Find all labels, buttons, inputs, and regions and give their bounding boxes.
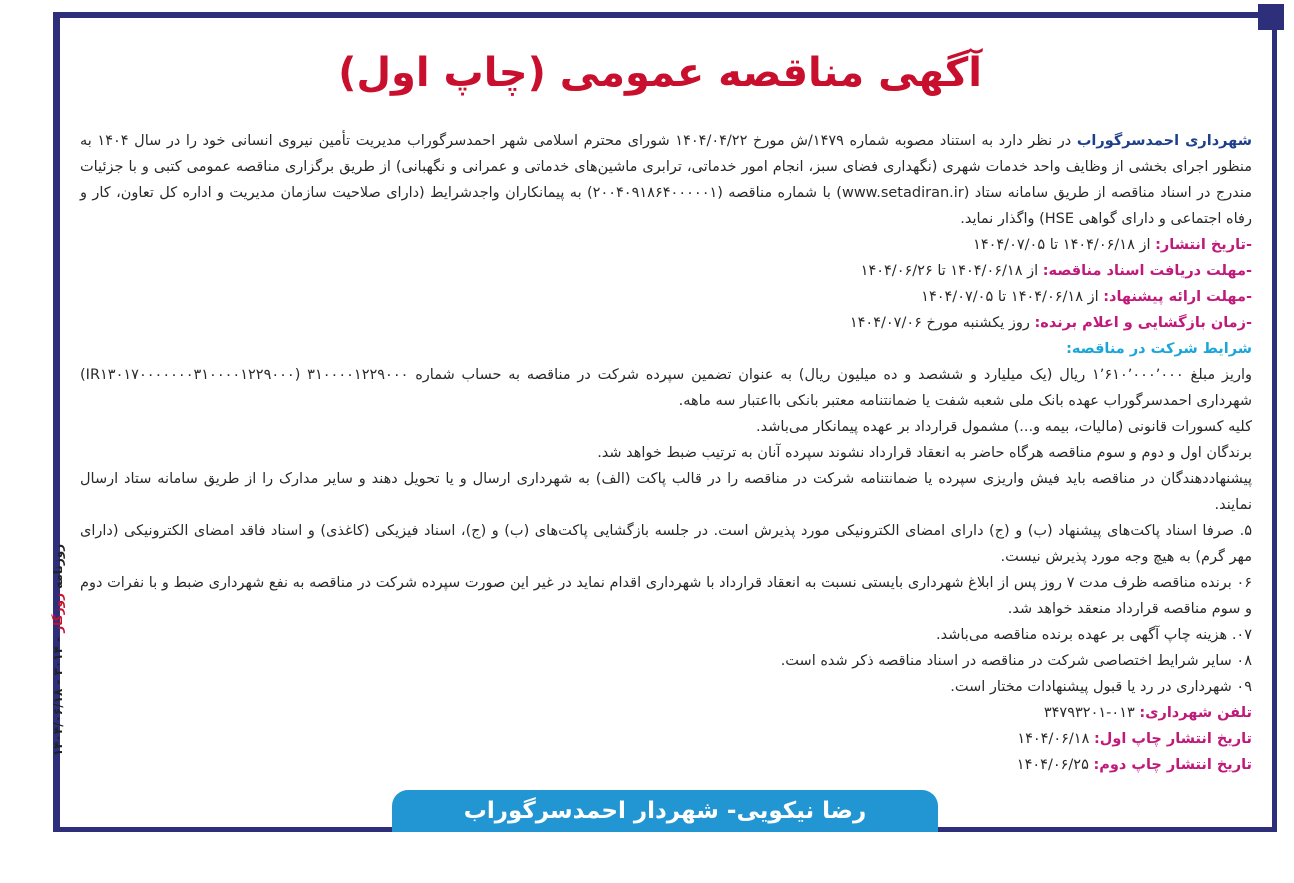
date-value: از ۱۴۰۴/۰۶/۱۸ تا ۱۴۰۴/۰۷/۰۵: [973, 237, 1156, 253]
contact-phone: [80, 700, 1252, 726]
newspaper-prefix: روزنامه: [51, 543, 65, 594]
condition-item: کلیه کسورات قانونی (مالیات، بیمه و...) مشمول قرارداد بر عهده پیمانکار می‌باشد.: [756, 419, 1252, 435]
municipality-name: شهرداری احمدسرگوراب: [1076, 133, 1253, 149]
date-label: -مهلت دریافت اسناد مناقصه:: [1042, 263, 1252, 279]
condition-item: ۰۹ شهرداری در رد یا قبول پیشنهادات مختار است.: [950, 679, 1252, 695]
contact-label: تاریخ انتشار چاپ اول:: [1094, 731, 1252, 747]
newspaper-name: روزگار: [51, 593, 65, 633]
contact-value: ۱۴۰۴/۰۶/۲۵: [1016, 757, 1094, 773]
condition-item: ۰۷. هزینه چاپ آگهی بر عهده برنده مناقصه می‌باشد.: [936, 627, 1252, 643]
date-value: از ۱۴۰۴/۰۶/۱۸ تا ۱۴۰۴/۰۷/۰۵: [921, 289, 1104, 305]
date-value: روز یکشنبه مورخ ۱۴۰۴/۰۷/۰۶: [849, 315, 1035, 331]
intro-text-part1: در نظر دارد به استناد مصوبه شماره ۱۴۷۹/ش مورخ ۱۴۰۴/۰۴/۲۲ شورای محترم اسلامی شهر احمدسرگوراب مدیریت تأمین نیروی انسانی خود را در سال ۱۴۰۴ به منظور اجرای بخشی از وظایف واحد خدمات شهری (نگهداری فضای سبز، انجام امور خدماتی، ترابری ماشین‌های خدماتی و عمرانی و نگهبانی) از طریق برگزاری مناقصه عمومی کتبی و با جزئیات مندرج در اسناد مناقصه از طریق سامانه ستاد (: [80, 133, 1252, 201]
second-print-date: [80, 752, 1252, 778]
first-print-date: [80, 726, 1252, 752]
conditions-heading: شرایط شرکت در مناقصه:: [1066, 341, 1252, 357]
contact-value: ۰۱۳-۳۴۷۹۳۲۰۱: [1043, 705, 1140, 721]
date-line-opening: [80, 310, 1252, 336]
newspaper-credit: [51, 544, 65, 756]
date-line-documents: [80, 258, 1252, 284]
condition-item: پیشنهاددهندگان در مناقصه باید فیش واریزی سپرده یا ضمانتنامه شرکت در مناقصه را در قالب پاکت (الف) به شهرداری ارسال و یا تحویل دهند و سایر مدارک را از طریق سامانه ستاد ارسال نمایند.: [80, 471, 1252, 513]
date-line-publication: [80, 232, 1252, 258]
date-label: -مهلت ارائه پیشنهاد:: [1103, 289, 1252, 305]
condition-item: ۰۶ برنده مناقصه ظرف مدت ۷ روز پس از ابلاغ شهرداری بایستی نسبت به انعقاد قرارداد با شهرداری اقدام نماید در غیر این صورت سپرده شرکت در مناقصه به نفع شهرداری ضبط و با نفرات دوم و سوم مناقصه قرارداد منعقد خواهد شد.: [80, 575, 1253, 617]
ad-body: [80, 128, 1252, 778]
intro-paragraph: [80, 128, 1252, 232]
date-value: از ۱۴۰۴/۰۶/۱۸ تا ۱۴۰۴/۰۶/۲۶: [860, 263, 1043, 279]
contact-label: تلفن شهرداری:: [1139, 705, 1252, 721]
contact-value: ۱۴۰۴/۰۶/۱۸: [1017, 731, 1094, 747]
condition-item: واریز مبلغ ۱٬۶۱۰٬۰۰۰٬۰۰۰ ریال (یک میلیارد و ششصد و ده میلیون ریال) به عنوان تضمین سپرده شرکت در مناقصه به حساب شماره ۳۱۰۰۰۰۱۲۲۹۰۰۰ (IR۱۳۰۱۷۰۰۰۰۰۰۰۳۱۰۰۰۰۱۲۲۹۰۰۰) شهرداری احمدسرگوراب عهده بانک ملی شعبه شفت یا ضمانتنامه معتبر بانکی بااعتبار سه ماهه.: [80, 367, 1252, 409]
mayor-signature-banner: رضا نیکویی- شهردار احمدسرگوراب: [392, 790, 938, 832]
date-line-proposal: [80, 284, 1252, 310]
page-title: آگهی مناقصه عمومی (چاپ اول): [338, 50, 982, 96]
condition-item: برندگان اول و دوم و سوم مناقصه هرگاه حاضر به انعقاد قرارداد نشوند سپرده آنان به ترتیب ضبط خواهد شد.: [597, 445, 1252, 461]
contact-label: تاریخ انتشار چاپ دوم:: [1093, 757, 1252, 773]
date-label: -تاریخ انتشار:: [1155, 237, 1252, 253]
intro-text-part2: ) با شماره مناقصه (۲۰۰۴۰۹۱۸۶۴۰۰۰۰۰۱) به پیمانکاران واجدشرایط (دارای صلاحیت سازمان مدیریت و اداره کل تعاون، کار و رفاه اجتماعی و دارای گواهی HSE) واگذار نماید.: [80, 185, 1252, 227]
newspaper-issue: - ۳۰۱۴ - ۱۴۰۴/۰۶/۱۸: [51, 632, 65, 757]
newspaper-sidebar: [46, 540, 70, 760]
condition-item: ۵. صرفا اسناد پاکت‌های پیشنهاد (ب) و (ج) دارای امضای الکترونیکی مورد پذیرش است. در جلسه بازگشایی پاکت‌های (ب) و (ج)، اسناد فیزیکی (کاغذی) و اسناد فاقد امضای الکترونیکی (دارای مهر گرم) به هیچ وجه مورد پذیرش نیست.: [80, 523, 1252, 565]
setad-website-link[interactable]: www.setadiran.ir: [841, 185, 964, 201]
condition-item: ۰۸ سایر شرایط اختصاصی شرکت در مناقصه در اسناد مناقصه ذکر شده است.: [780, 653, 1252, 669]
date-label: -زمان بازگشایی و اعلام برنده:: [1034, 315, 1252, 331]
